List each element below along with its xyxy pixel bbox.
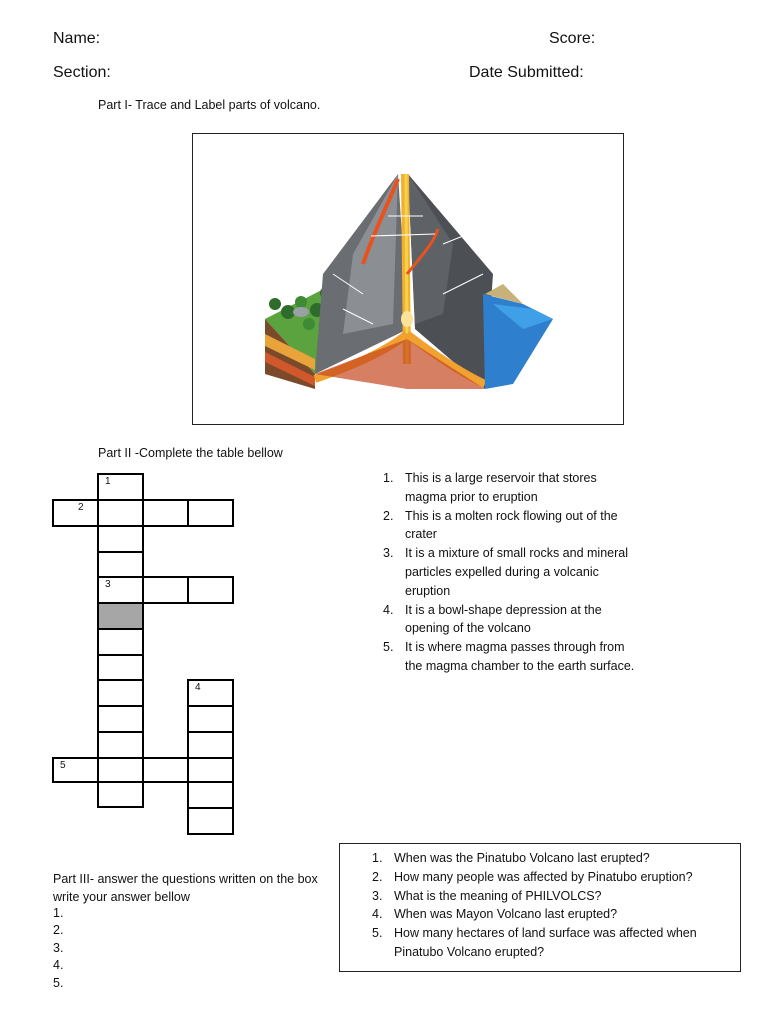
part2-title: Part II -Complete the table bellow [98,446,283,460]
crossword-cell[interactable] [142,576,189,604]
part1-title: Part I- Trace and Label parts of volcano. [98,98,321,112]
crossword-cell[interactable] [52,499,99,527]
crossword-cell[interactable] [187,757,234,783]
crossword-cell[interactable] [97,757,144,783]
clue-item: 5. It is where magma passes through from the magma chamber to the earth surface. [383,640,635,673]
questions-list [372,849,732,962]
question-item: 1. When was the Pinatubo Volcano last erupted? [372,851,650,865]
crossword-cell[interactable] [187,679,234,707]
crossword-cell[interactable] [97,781,144,808]
answer-line-5[interactable]: 5. [53,975,64,990]
crossword-cell[interactable] [187,499,234,527]
crossword-cell[interactable] [97,731,144,759]
crossword-cell[interactable] [187,807,234,835]
clue-number-5: 5 [60,760,66,771]
crossword-clues [383,469,683,676]
crossword-cell[interactable] [52,757,99,783]
crossword-cell[interactable] [97,576,144,604]
questions-box [339,843,741,972]
name-label: Name: [53,30,101,47]
answer-line-4[interactable]: 4. [53,958,64,973]
part3-title-line2: write your answer bellow [53,890,190,904]
clue-item: 4. It is a bowl-shape depression at the opening of the volcano [383,602,602,636]
section-label: Section: [53,64,111,81]
clue-number-2: 2 [78,502,84,513]
clue-item: 1. This is a large reservoir that stores magma prior to eruption [383,471,597,504]
crossword-cell[interactable] [97,499,144,527]
crossword-cell[interactable] [187,731,234,759]
answer-line-1[interactable]: 1. [53,906,64,920]
crossword-cell[interactable] [142,499,189,527]
crossword-cell[interactable] [97,525,144,553]
answer-line-3[interactable]: 3. [53,940,64,955]
clue-item: 2. This is a molten rock flowing out of the crater [383,508,618,542]
volcano-cross-section-illustration [193,134,623,424]
clue-item: 3. It is a mixture of small rocks and mineral particles expelled during a volcanic eruption [383,546,628,598]
date-submitted-label: Date Submitted: [469,64,584,81]
crossword-cell[interactable] [187,781,234,809]
question-item: 4. When was Mayon Volcano last erupted? [372,907,618,922]
part3-title [53,870,318,906]
answer-line-2[interactable]: 2. [53,923,64,938]
crossword-cell[interactable] [97,654,144,682]
answer-lines [53,905,63,992]
crossword-cell[interactable] [187,705,234,733]
crossword-cell[interactable] [97,551,144,579]
part3-title-line1: Part III- answer the questions written on the box [53,872,318,886]
question-item: 2. How many people was affected by Pinatubo eruption? [372,869,693,884]
clue-number-3: 3 [105,579,111,590]
crossword-cell[interactable] [97,473,144,501]
question-item: 3. What is the meaning of PHILVOLCS? [372,888,602,903]
crossword-cell[interactable] [97,705,144,733]
volcano-image-frame [192,133,624,425]
crossword-cell[interactable] [187,576,234,604]
clue-number-1: 1 [105,476,111,487]
question-item: 5. How many hectares of land surface was affected when Pinatubo Volcano erupted? [372,926,697,959]
score-label: Score: [549,30,596,47]
crossword-cell[interactable] [97,628,144,656]
clue-number-4: 4 [195,682,201,693]
crossword-cell[interactable] [97,679,144,707]
crossword-cell[interactable] [142,757,189,783]
crossword-cell-shaded [97,602,144,630]
